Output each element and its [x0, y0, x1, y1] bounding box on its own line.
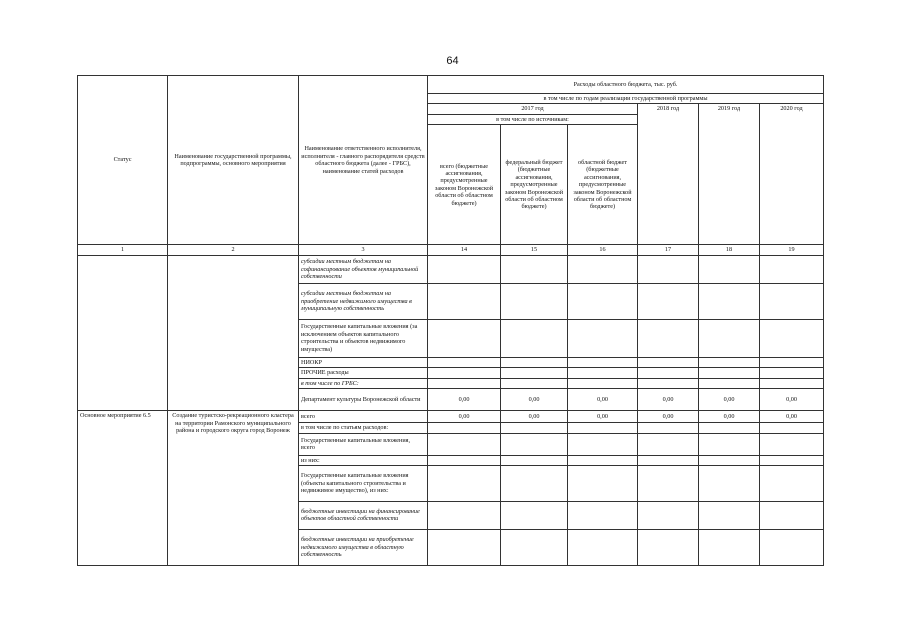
header-by-sources: в том числе по источникам: [428, 114, 638, 124]
value-cell [501, 368, 568, 378]
value-cell: 0,00 [428, 389, 501, 411]
header-program-name: Наименование государственной программы, подпрограммы, основного мероприятия [168, 76, 299, 245]
row-label: в том числе по ГРБС: [299, 378, 428, 388]
value-cell [699, 529, 760, 565]
value-cell [568, 433, 638, 455]
value-cell [638, 501, 699, 529]
value-cell: 0,00 [568, 389, 638, 411]
header-year-2018: 2018 год [638, 104, 699, 245]
value-cell [501, 455, 568, 465]
program-cell-empty [168, 255, 299, 410]
value-cell [501, 465, 568, 501]
value-cell [501, 378, 568, 388]
value-cell [638, 378, 699, 388]
header-status: Статус [78, 76, 168, 245]
value-cell [699, 283, 760, 319]
header-federal: федеральный бюджет (бюджетные ассигнования, предусмотренные законом Воронежской области об областном бюджете) [501, 125, 568, 245]
status-cell-empty [78, 255, 168, 410]
header-by-years: в том числе по годам реализации государственной программы [428, 94, 824, 104]
row-label: Государственные капитальные вложения (за исключением объектов капитального строительства и объектов недвижимого имущества) [299, 319, 428, 357]
value-cell [428, 501, 501, 529]
value-cell [638, 529, 699, 565]
header-year-2017: 2017 год [428, 104, 638, 114]
value-cell [501, 433, 568, 455]
value-cell [638, 455, 699, 465]
value-cell [428, 455, 501, 465]
column-number: 18 [699, 245, 760, 255]
page-number: 64 [446, 55, 459, 67]
value-cell [699, 501, 760, 529]
value-cell [501, 283, 568, 319]
value-cell [760, 423, 824, 433]
value-cell [568, 378, 638, 388]
row-label: Государственные капитальные вложения (объекты капитального строительства и недвижимое имущество), из них: [299, 465, 428, 501]
value-cell: 0,00 [760, 389, 824, 411]
row-label: из них: [299, 455, 428, 465]
row-label: НИОКР [299, 357, 428, 367]
value-cell [568, 255, 638, 283]
value-cell [638, 433, 699, 455]
header-executor: Наименование ответственного исполнителя, исполнителя - главного распорядителя средств областного бюджета (далее - ГРБС), наименование статей расходов [299, 76, 428, 245]
row-label: Государственные капитальные вложения, всего [299, 433, 428, 455]
value-cell [760, 455, 824, 465]
value-cell [760, 465, 824, 501]
row-label: субсидии местным бюджетам на софинансирование объектов муниципальной собственности [299, 255, 428, 283]
value-cell [699, 433, 760, 455]
value-cell [699, 319, 760, 357]
header-total: всего (бюджетные ассигнования, предусмотренные законом Воронежской области об областном бюджете) [428, 125, 501, 245]
row-label: в том числе по статьям расходов: [299, 423, 428, 433]
column-number: 16 [568, 245, 638, 255]
value-cell [428, 433, 501, 455]
value-cell [568, 319, 638, 357]
value-cell [428, 378, 501, 388]
value-cell [501, 529, 568, 565]
measure-name: Создание туристско-рекреационного кластера на территории Рамонского муниципального района и городского округа город Воронеж [168, 411, 299, 566]
value-cell [428, 283, 501, 319]
value-cell [428, 465, 501, 501]
value-cell [638, 423, 699, 433]
value-cell [428, 357, 501, 367]
row-label: бюджетные инвестиции на приобретение недвижимого имущества в областную собственность [299, 529, 428, 565]
column-number: 1 [78, 245, 168, 255]
table-row [78, 255, 824, 283]
value-cell [760, 378, 824, 388]
value-cell: 0,00 [760, 411, 824, 423]
value-cell: 0,00 [638, 411, 699, 423]
value-cell: 0,00 [699, 411, 760, 423]
column-number: 17 [638, 245, 699, 255]
value-cell [568, 368, 638, 378]
row-label: субсидии местным бюджетам на приобретение недвижимого имущества в муниципальную собственность [299, 283, 428, 319]
row-label: всего [299, 411, 428, 423]
value-cell [699, 455, 760, 465]
value-cell [638, 283, 699, 319]
value-cell [568, 455, 638, 465]
value-cell: 0,00 [501, 389, 568, 411]
value-cell [568, 465, 638, 501]
column-number: 3 [299, 245, 428, 255]
value-cell [428, 255, 501, 283]
value-cell [699, 378, 760, 388]
value-cell [428, 529, 501, 565]
value-cell [638, 357, 699, 367]
value-cell [501, 423, 568, 433]
value-cell: 0,00 [428, 411, 501, 423]
value-cell [760, 433, 824, 455]
value-cell [638, 368, 699, 378]
value-cell [699, 255, 760, 283]
value-cell [568, 357, 638, 367]
row-label: ПРОЧИЕ расходы [299, 368, 428, 378]
row-label: бюджетные инвестиции на финансирование объектов областной собственности [299, 501, 428, 529]
value-cell [501, 357, 568, 367]
header-budget-title: Расходы областного бюджета, тыс. руб. [428, 76, 824, 94]
column-number-row [78, 245, 824, 255]
value-cell [428, 423, 501, 433]
header-year-2019: 2019 год [699, 104, 760, 245]
value-cell [760, 319, 824, 357]
value-cell [638, 319, 699, 357]
value-cell [568, 501, 638, 529]
value-cell: 0,00 [568, 411, 638, 423]
header-regional: областной бюджет (бюджетные ассигнования, предусмотренные законом Воронежской области об областном бюджете) [568, 125, 638, 245]
measure-status: Основное мероприятие 6.5 [78, 411, 168, 566]
value-cell [699, 357, 760, 367]
value-cell [760, 255, 824, 283]
column-number: 19 [760, 245, 824, 255]
value-cell [760, 368, 824, 378]
value-cell [501, 319, 568, 357]
value-cell [760, 529, 824, 565]
value-cell [699, 465, 760, 501]
value-cell: 0,00 [501, 411, 568, 423]
value-cell [638, 465, 699, 501]
column-number: 15 [501, 245, 568, 255]
row-label: Департамент культуры Воронежской области [299, 389, 428, 411]
value-cell [568, 283, 638, 319]
column-number: 2 [168, 245, 299, 255]
value-cell [638, 255, 699, 283]
budget-table [77, 75, 824, 566]
value-cell [568, 423, 638, 433]
table-row [78, 411, 824, 423]
value-cell [501, 501, 568, 529]
value-cell [760, 357, 824, 367]
value-cell [760, 501, 824, 529]
value-cell [699, 423, 760, 433]
header-year-2020: 2020 год [760, 104, 824, 245]
value-cell [428, 319, 501, 357]
value-cell [760, 283, 824, 319]
value-cell [501, 255, 568, 283]
value-cell: 0,00 [699, 389, 760, 411]
value-cell [428, 368, 501, 378]
column-number: 14 [428, 245, 501, 255]
value-cell [699, 368, 760, 378]
value-cell: 0,00 [638, 389, 699, 411]
value-cell [568, 529, 638, 565]
